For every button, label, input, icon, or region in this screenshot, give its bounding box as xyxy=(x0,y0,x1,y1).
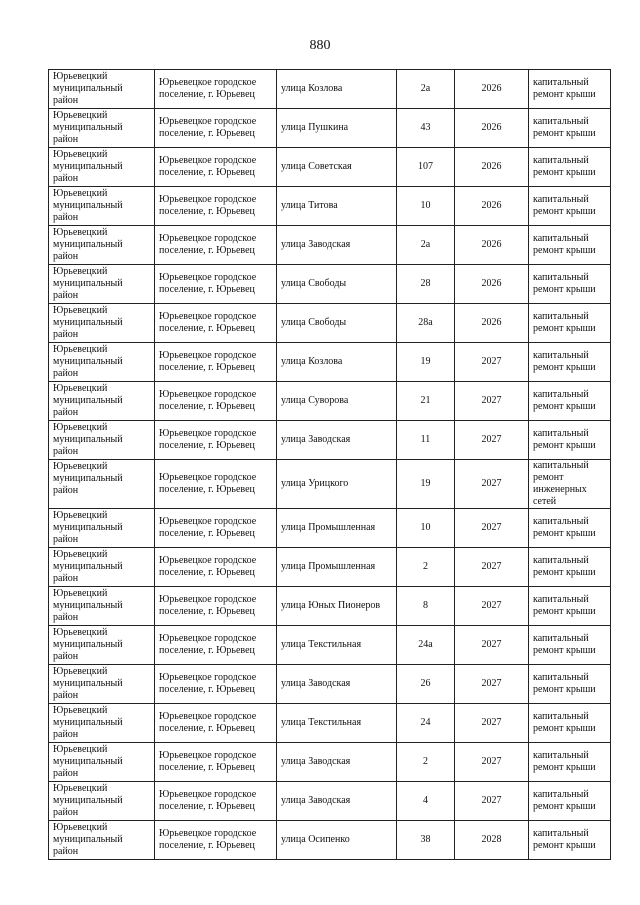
settlement-cell: Юрьевецкое городское поселение, г. Юрьевец xyxy=(155,421,277,460)
table-row xyxy=(49,226,611,265)
table-row xyxy=(49,782,611,821)
year-cell: 2027 xyxy=(455,743,529,782)
repair-schedule-table xyxy=(48,69,611,860)
settlement-cell: Юрьевецкое городское поселение, г. Юрьевец xyxy=(155,509,277,548)
table-row xyxy=(49,665,611,704)
settlement-cell: Юрьевецкое городское поселение, г. Юрьевец xyxy=(155,704,277,743)
year-cell: 2027 xyxy=(455,421,529,460)
settlement-cell: Юрьевецкое городское поселение, г. Юрьевец xyxy=(155,109,277,148)
table-row xyxy=(49,460,611,509)
district-cell: Юрьевецкий муниципальный район xyxy=(49,460,155,509)
work-type-cell: капитальный ремонт крыши xyxy=(529,626,611,665)
settlement-cell: Юрьевецкое городское поселение, г. Юрьевец xyxy=(155,743,277,782)
work-type-cell: капитальный ремонт крыши xyxy=(529,743,611,782)
street-cell: улица Промышленная xyxy=(277,509,397,548)
street-cell: улица Урицкого xyxy=(277,460,397,509)
table-row xyxy=(49,509,611,548)
settlement-cell: Юрьевецкое городское поселение, г. Юрьевец xyxy=(155,343,277,382)
settlement-cell: Юрьевецкое городское поселение, г. Юрьевец xyxy=(155,665,277,704)
table-row xyxy=(49,343,611,382)
house-number-cell: 2 xyxy=(397,548,455,587)
table-row xyxy=(49,626,611,665)
year-cell: 2027 xyxy=(455,782,529,821)
district-cell: Юрьевецкий муниципальный район xyxy=(49,704,155,743)
street-cell: улица Козлова xyxy=(277,343,397,382)
settlement-cell: Юрьевецкое городское поселение, г. Юрьевец xyxy=(155,460,277,509)
street-cell: улица Козлова xyxy=(277,70,397,109)
table-row xyxy=(49,70,611,109)
settlement-cell: Юрьевецкое городское поселение, г. Юрьевец xyxy=(155,587,277,626)
house-number-cell: 10 xyxy=(397,509,455,548)
year-cell: 2027 xyxy=(455,626,529,665)
work-type-cell: капитальный ремонт крыши xyxy=(529,548,611,587)
district-cell: Юрьевецкий муниципальный район xyxy=(49,70,155,109)
work-type-cell: капитальный ремонт инженерных сетей xyxy=(529,460,611,509)
house-number-cell: 8 xyxy=(397,587,455,626)
district-cell: Юрьевецкий муниципальный район xyxy=(49,187,155,226)
table-row xyxy=(49,743,611,782)
district-cell: Юрьевецкий муниципальный район xyxy=(49,226,155,265)
house-number-cell: 2 xyxy=(397,743,455,782)
district-cell: Юрьевецкий муниципальный район xyxy=(49,148,155,187)
page-number: 880 xyxy=(309,38,331,53)
year-cell: 2027 xyxy=(455,587,529,626)
district-cell: Юрьевецкий муниципальный район xyxy=(49,343,155,382)
settlement-cell: Юрьевецкое городское поселение, г. Юрьевец xyxy=(155,187,277,226)
house-number-cell: 107 xyxy=(397,148,455,187)
house-number-cell: 28а xyxy=(397,304,455,343)
street-cell: улица Заводская xyxy=(277,226,397,265)
year-cell: 2026 xyxy=(455,187,529,226)
district-cell: Юрьевецкий муниципальный район xyxy=(49,548,155,587)
year-cell: 2027 xyxy=(455,665,529,704)
settlement-cell: Юрьевецкое городское поселение, г. Юрьевец xyxy=(155,626,277,665)
year-cell: 2027 xyxy=(455,509,529,548)
year-cell: 2026 xyxy=(455,148,529,187)
house-number-cell: 4 xyxy=(397,782,455,821)
settlement-cell: Юрьевецкое городское поселение, г. Юрьевец xyxy=(155,821,277,860)
year-cell: 2028 xyxy=(455,821,529,860)
year-cell: 2027 xyxy=(455,548,529,587)
work-type-cell: капитальный ремонт крыши xyxy=(529,587,611,626)
house-number-cell: 24а xyxy=(397,626,455,665)
district-cell: Юрьевецкий муниципальный район xyxy=(49,304,155,343)
house-number-cell: 19 xyxy=(397,460,455,509)
street-cell: улица Титова xyxy=(277,187,397,226)
work-type-cell: капитальный ремонт крыши xyxy=(529,304,611,343)
district-cell: Юрьевецкий муниципальный район xyxy=(49,265,155,304)
table-row xyxy=(49,148,611,187)
house-number-cell: 21 xyxy=(397,382,455,421)
table-row xyxy=(49,187,611,226)
work-type-cell: капитальный ремонт крыши xyxy=(529,187,611,226)
district-cell: Юрьевецкий муниципальный район xyxy=(49,821,155,860)
table-row xyxy=(49,821,611,860)
street-cell: улица Заводская xyxy=(277,421,397,460)
work-type-cell: капитальный ремонт крыши xyxy=(529,782,611,821)
district-cell: Юрьевецкий муниципальный район xyxy=(49,626,155,665)
year-cell: 2026 xyxy=(455,70,529,109)
work-type-cell: капитальный ремонт крыши xyxy=(529,421,611,460)
year-cell: 2026 xyxy=(455,109,529,148)
table-row xyxy=(49,265,611,304)
district-cell: Юрьевецкий муниципальный район xyxy=(49,421,155,460)
street-cell: улица Заводская xyxy=(277,665,397,704)
year-cell: 2026 xyxy=(455,265,529,304)
table-row xyxy=(49,587,611,626)
work-type-cell: капитальный ремонт крыши xyxy=(529,509,611,548)
year-cell: 2026 xyxy=(455,304,529,343)
street-cell: улица Пушкина xyxy=(277,109,397,148)
table-row xyxy=(49,109,611,148)
house-number-cell: 28 xyxy=(397,265,455,304)
house-number-cell: 2а xyxy=(397,226,455,265)
street-cell: улица Осипенко xyxy=(277,821,397,860)
street-cell: улица Текстильная xyxy=(277,704,397,743)
year-cell: 2027 xyxy=(455,382,529,421)
settlement-cell: Юрьевецкое городское поселение, г. Юрьевец xyxy=(155,70,277,109)
settlement-cell: Юрьевецкое городское поселение, г. Юрьевец xyxy=(155,782,277,821)
work-type-cell: капитальный ремонт крыши xyxy=(529,148,611,187)
settlement-cell: Юрьевецкое городское поселение, г. Юрьевец xyxy=(155,548,277,587)
street-cell: улица Промышленная xyxy=(277,548,397,587)
house-number-cell: 38 xyxy=(397,821,455,860)
year-cell: 2027 xyxy=(455,704,529,743)
settlement-cell: Юрьевецкое городское поселение, г. Юрьевец xyxy=(155,265,277,304)
district-cell: Юрьевецкий муниципальный район xyxy=(49,743,155,782)
house-number-cell: 24 xyxy=(397,704,455,743)
street-cell: улица Суворова xyxy=(277,382,397,421)
settlement-cell: Юрьевецкое городское поселение, г. Юрьевец xyxy=(155,304,277,343)
house-number-cell: 2а xyxy=(397,70,455,109)
district-cell: Юрьевецкий муниципальный район xyxy=(49,382,155,421)
district-cell: Юрьевецкий муниципальный район xyxy=(49,587,155,626)
district-cell: Юрьевецкий муниципальный район xyxy=(49,665,155,704)
table-row xyxy=(49,382,611,421)
house-number-cell: 43 xyxy=(397,109,455,148)
district-cell: Юрьевецкий муниципальный район xyxy=(49,509,155,548)
work-type-cell: капитальный ремонт крыши xyxy=(529,343,611,382)
table-row xyxy=(49,548,611,587)
street-cell: улица Текстильная xyxy=(277,626,397,665)
street-cell: улица Советская xyxy=(277,148,397,187)
work-type-cell: капитальный ремонт крыши xyxy=(529,821,611,860)
house-number-cell: 19 xyxy=(397,343,455,382)
street-cell: улица Свободы xyxy=(277,304,397,343)
street-cell: улица Заводская xyxy=(277,782,397,821)
year-cell: 2027 xyxy=(455,343,529,382)
settlement-cell: Юрьевецкое городское поселение, г. Юрьевец xyxy=(155,226,277,265)
work-type-cell: капитальный ремонт крыши xyxy=(529,70,611,109)
year-cell: 2027 xyxy=(455,460,529,509)
table-row xyxy=(49,704,611,743)
table-row xyxy=(49,421,611,460)
street-cell: улица Юных Пионеров xyxy=(277,587,397,626)
work-type-cell: капитальный ремонт крыши xyxy=(529,265,611,304)
table-row xyxy=(49,304,611,343)
work-type-cell: капитальный ремонт крыши xyxy=(529,665,611,704)
district-cell: Юрьевецкий муниципальный район xyxy=(49,109,155,148)
year-cell: 2026 xyxy=(455,226,529,265)
work-type-cell: капитальный ремонт крыши xyxy=(529,109,611,148)
work-type-cell: капитальный ремонт крыши xyxy=(529,382,611,421)
work-type-cell: капитальный ремонт крыши xyxy=(529,226,611,265)
house-number-cell: 26 xyxy=(397,665,455,704)
settlement-cell: Юрьевецкое городское поселение, г. Юрьевец xyxy=(155,148,277,187)
house-number-cell: 11 xyxy=(397,421,455,460)
street-cell: улица Свободы xyxy=(277,265,397,304)
settlement-cell: Юрьевецкое городское поселение, г. Юрьевец xyxy=(155,382,277,421)
district-cell: Юрьевецкий муниципальный район xyxy=(49,782,155,821)
house-number-cell: 10 xyxy=(397,187,455,226)
work-type-cell: капитальный ремонт крыши xyxy=(529,704,611,743)
street-cell: улица Заводская xyxy=(277,743,397,782)
